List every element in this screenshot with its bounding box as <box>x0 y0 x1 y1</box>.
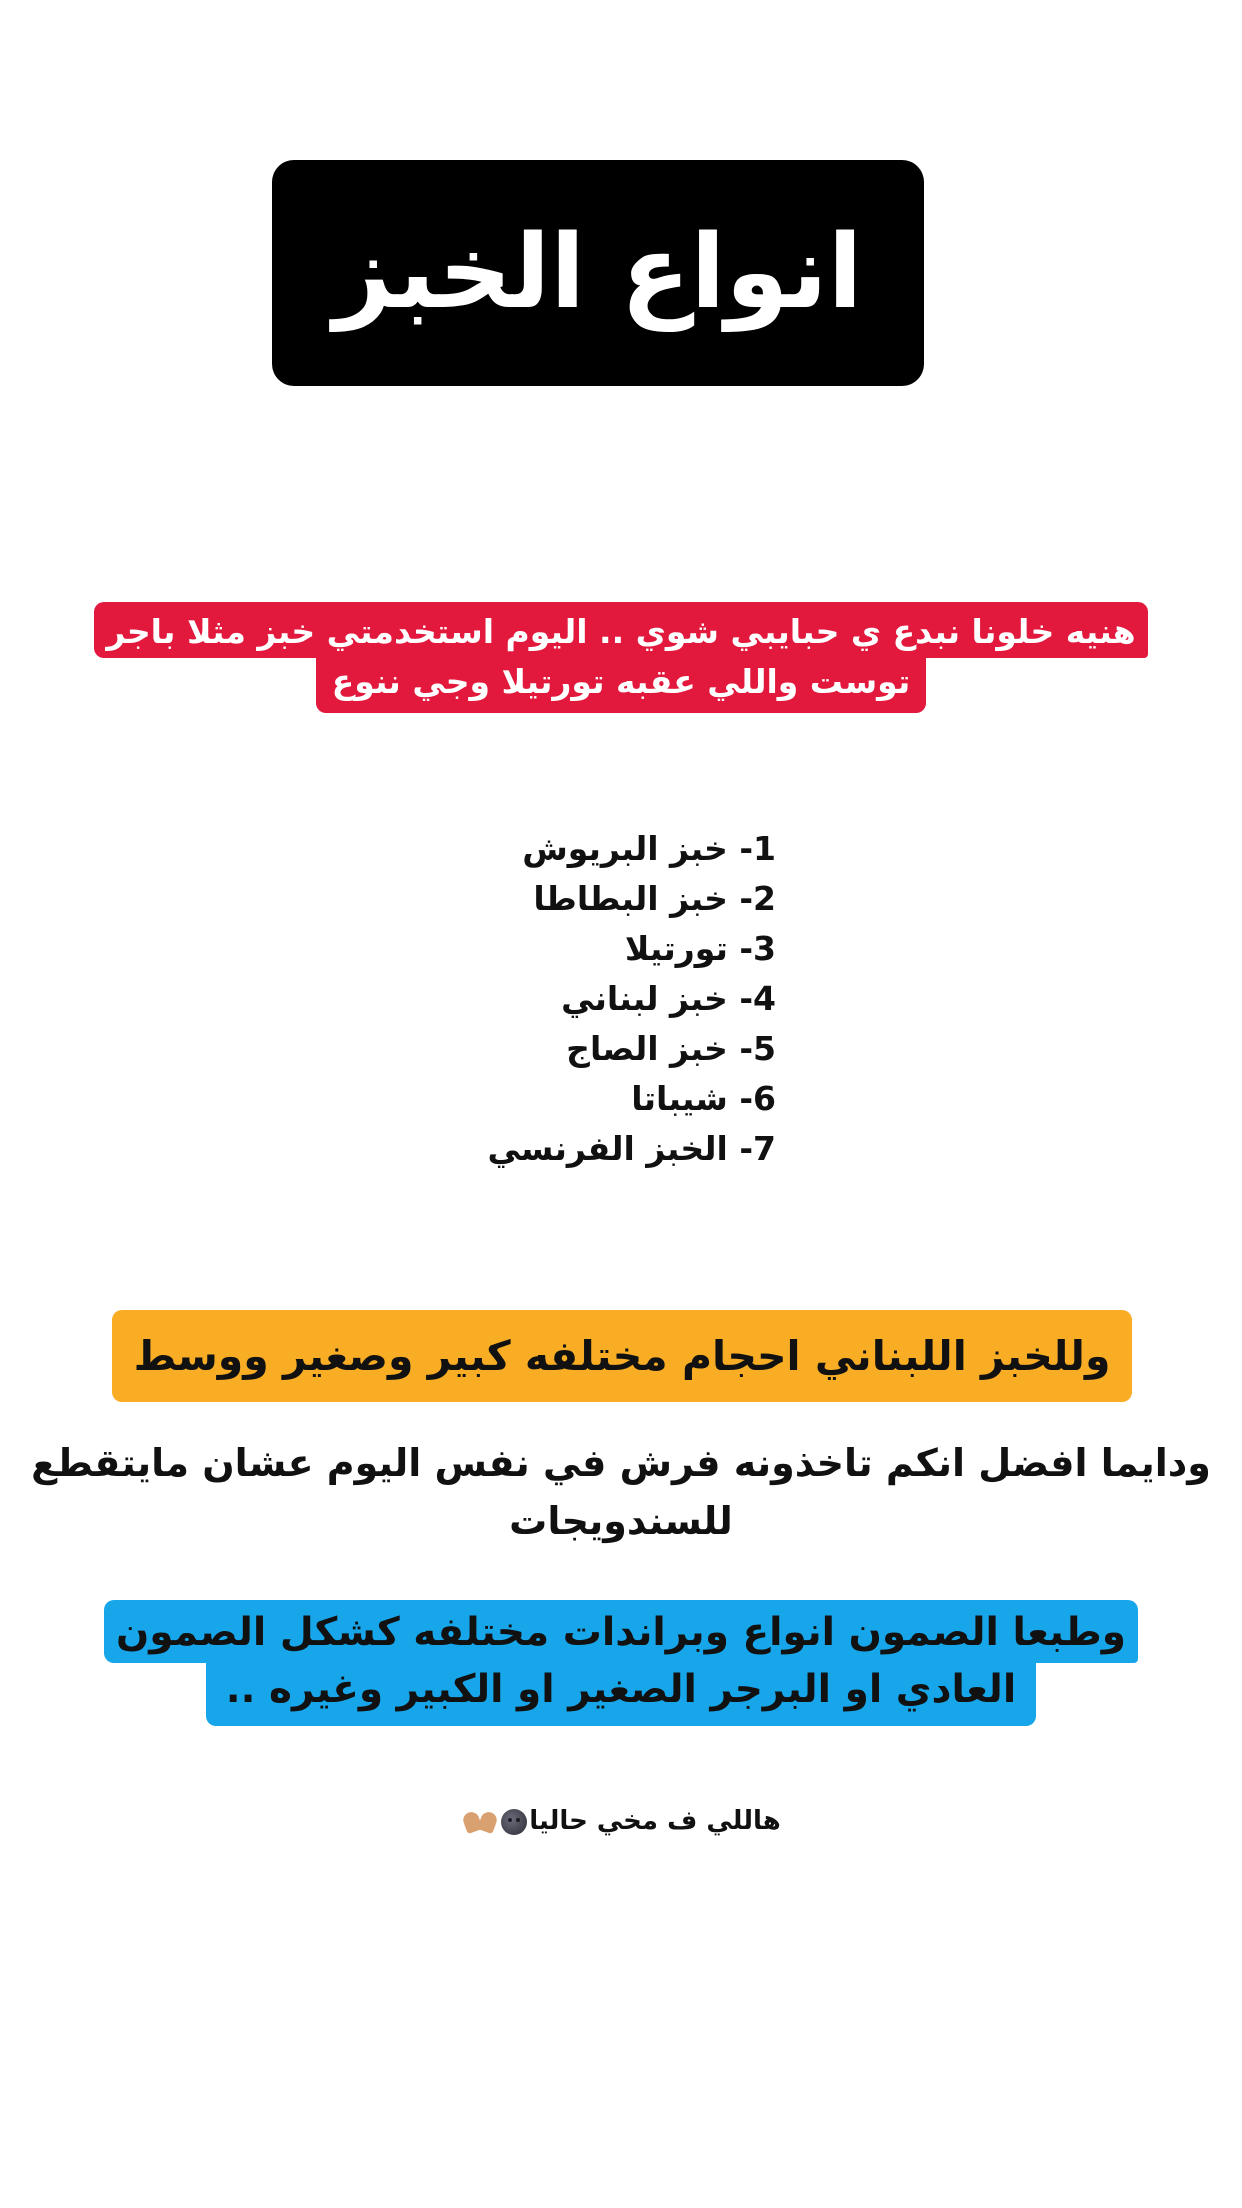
buns-highlight <box>0 1600 1242 1726</box>
list-item: 2- خبز البطاطا <box>533 879 776 918</box>
freshness-line-1: ودايما افضل انكم تاخذونه فرش في نفس اليوم عشان مايتقطع <box>31 1441 1211 1485</box>
page-title: انواع الخبز <box>333 213 863 332</box>
list-item: 3- تورتيلا <box>624 929 776 968</box>
lebanese-bread-note <box>112 1310 1132 1402</box>
intro-highlight <box>0 602 1242 713</box>
list-item: 5- خبز الصاج <box>566 1029 776 1068</box>
footer-text: هاللي ف مخي حاليا <box>529 1806 781 1836</box>
lebanese-bread-text: وللخبز اللبناني احجام مختلفه كبير وصغير ووسط <box>133 1332 1111 1380</box>
heart-hands-icon <box>463 1810 497 1834</box>
title-banner <box>272 160 924 386</box>
buns-line-1: وطبعا الصمون انواع وبراندات مختلفه كشكل الصمون <box>104 1600 1138 1663</box>
list-item: 1- خبز البريوش <box>522 829 776 868</box>
intro-line-2: توست واللي عقبه تورتيلا وجي ننوع <box>316 658 927 714</box>
list-item: 7- الخبز الفرنسي <box>487 1129 776 1168</box>
intro-line-1: هنيه خلونا نبدع ي حبايبي شوي .. اليوم استخدمتي خبز مثلا باجر <box>94 602 1147 658</box>
list-item: 4- خبز لبناني <box>561 979 776 1018</box>
bread-types-list <box>488 824 776 1174</box>
freshness-note <box>0 1434 1242 1550</box>
buns-line-2: العادي او البرجر الصغير او الكبير وغيره .. <box>206 1663 1036 1726</box>
footer-caption <box>0 1806 1242 1836</box>
new-moon-face-icon <box>501 1809 527 1835</box>
freshness-line-2: للسندويجات <box>509 1499 733 1543</box>
list-item: 6- شيباتا <box>631 1079 776 1118</box>
